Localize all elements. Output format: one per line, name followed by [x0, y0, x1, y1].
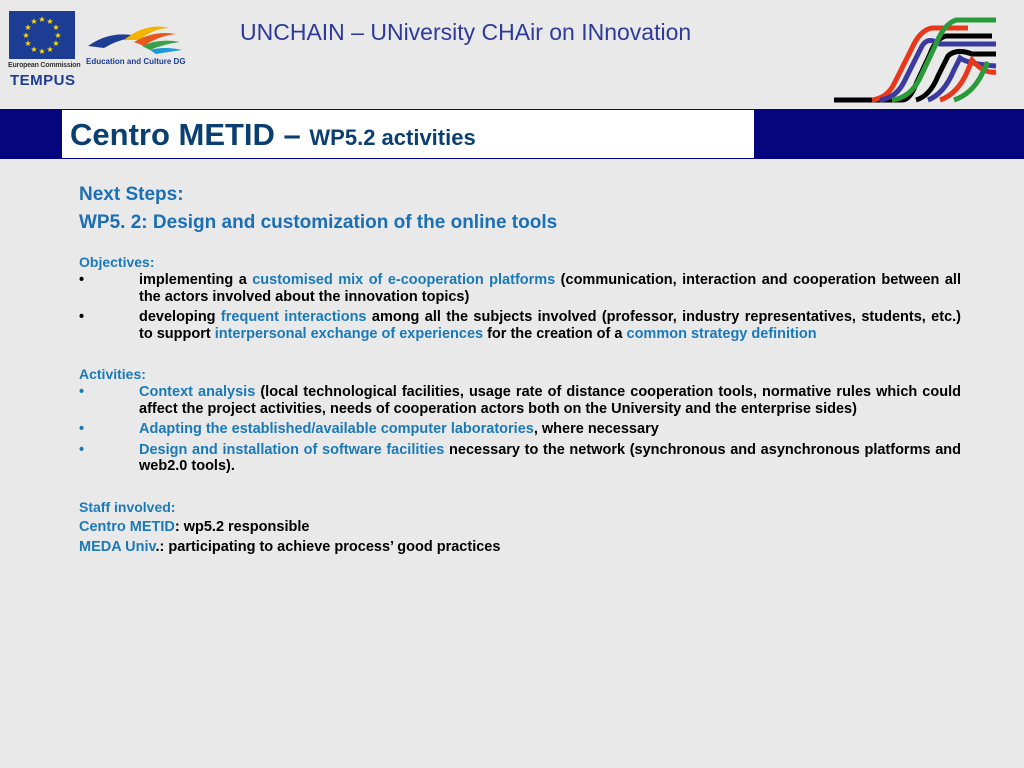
- activity-item: • Design and installation of software facilities necessary to the network (synchronous and asynchronous platforms and web2.0 tools).: [79, 441, 961, 474]
- svg-text:★: ★: [24, 23, 32, 32]
- svg-text:★: ★: [46, 17, 54, 26]
- tempus-label: TEMPUS: [10, 72, 76, 89]
- svg-text:★: ★: [38, 47, 46, 56]
- dg-caption: Education and Culture DG: [86, 57, 186, 66]
- svg-text:★: ★: [46, 45, 54, 54]
- bullet: •: [79, 421, 85, 437]
- activity-item: • Adapting the established/available computer laboratories, where necessary: [79, 421, 659, 437]
- header-title: UNCHAIN – UNiversity CHAir on INnovation: [240, 19, 692, 45]
- svg-text:★: ★: [30, 45, 38, 54]
- svg-text:★: ★: [24, 39, 32, 48]
- svg-text:★: ★: [30, 17, 38, 26]
- activity-item: • Context analysis (local technological facilities, usage rate of distance cooperation tools, normative rules which could affect the project activities, needs of cooperation actors both on the University and the enterprise sides): [79, 384, 961, 417]
- wp-heading: WP5. 2: Design and customization of the online tools: [79, 212, 558, 233]
- slide-title-sub: WP5.2 activities: [309, 125, 476, 150]
- bullet: •: [79, 309, 85, 325]
- eu-caption: European Commission: [8, 62, 81, 69]
- objective-item: • developing frequent interactions among all the subjects involved (professor, industry representatives, students, etc.) to support interpersonal exchange of experiences for the creation of a common strategy definition: [79, 309, 961, 342]
- eu-stars: [9, 11, 75, 59]
- staff-label: Staff involved:: [79, 498, 176, 515]
- objective-item: • implementing a customised mix of e-cooperation platforms (communication, interaction and cooperation between all the actors involved about the innovation topics): [79, 272, 961, 305]
- eu-tempus-logo: [8, 10, 81, 90]
- slide-title: [70, 117, 476, 153]
- bullet: •: [79, 272, 85, 288]
- eu-flag-icon: [9, 11, 75, 59]
- slide-title-main: Centro METID –: [70, 117, 310, 152]
- staff-item: MEDA Univ.: participating to achieve process’ good practices: [79, 538, 501, 555]
- svg-text:★: ★: [54, 31, 62, 40]
- svg-text:★: ★: [52, 39, 60, 48]
- next-steps-heading: Next Steps:: [79, 184, 184, 205]
- objectives-label: Objectives:: [79, 254, 155, 270]
- svg-text:★: ★: [22, 31, 30, 40]
- bullet: •: [79, 384, 85, 400]
- slide-content: [79, 181, 961, 557]
- svg-text:★: ★: [52, 23, 60, 32]
- unchain-logo-icon: [832, 14, 1000, 108]
- bullet: •: [79, 441, 85, 458]
- staff-item: Centro METID: wp5.2 responsible: [79, 518, 310, 535]
- svg-text:★: ★: [38, 15, 46, 24]
- activities-label: Activities:: [79, 366, 146, 382]
